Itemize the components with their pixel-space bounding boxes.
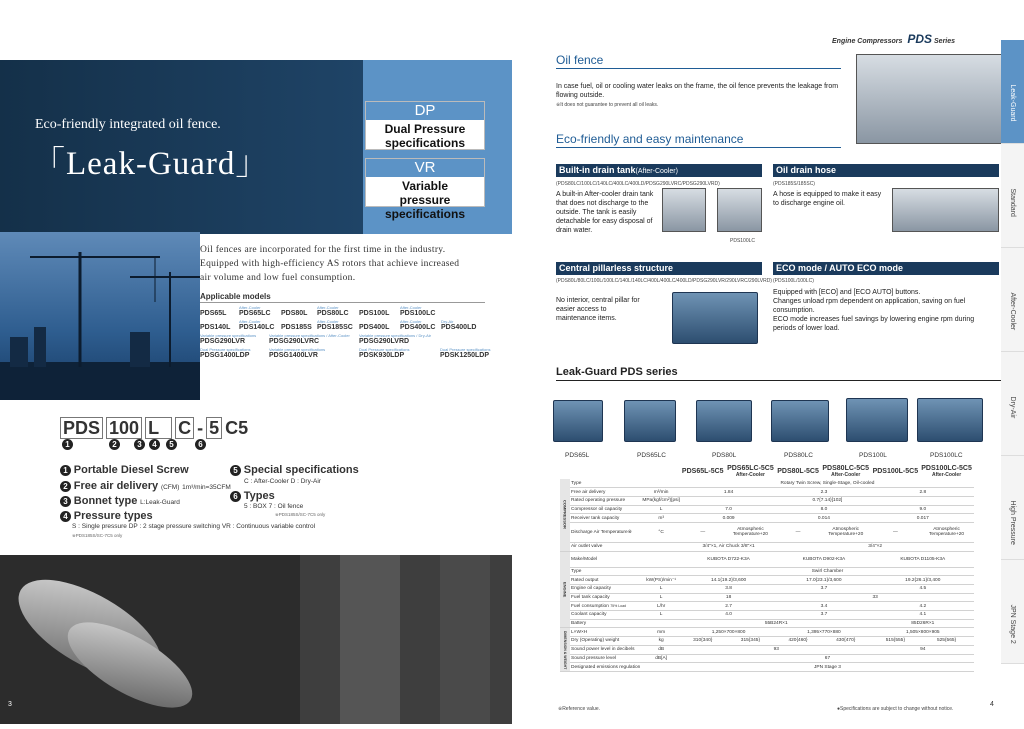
table-row: Receiver tank capacity m³ 0.009 0.014 0.017: [560, 514, 974, 523]
eco-title: Eco-friendly integrated oil fence.: [35, 117, 221, 132]
model-item: Dual Pressure specifications PDSG1400LDP: [200, 347, 251, 359]
models-row-1: [200, 305, 500, 317]
series-header: Engine Compressors PDS Series: [832, 32, 956, 46]
city-crane-photo: [0, 232, 200, 400]
legend-2: 2 Free air delivery (CFM) 1m³/min=35CFM: [60, 480, 231, 494]
table-row: Rated operating pressure MPa(kgf/cm²)[psi] 0.7{7.14}[102]: [560, 496, 974, 505]
sidebar-item-dry-air[interactable]: Dry-Air: [1001, 352, 1024, 456]
pillar-header: Central pillarless structure: [556, 262, 762, 275]
table-row: DIMENSION & WEIGHT L×W×H mm 1,250×700×800 1,395×770×880 1,505×800×905: [560, 628, 974, 637]
intro-text: Oil fences are incorporated for the first time in the industry. Equipped with high-efficiency AS rotors that achieve increased air volume and low fuel consumption.: [200, 245, 460, 283]
code-part: 100: [106, 417, 142, 439]
model-item: PDS65L: [200, 310, 227, 317]
table-row: Fuel consumption 75% Load L/hr 2.7 3.4 4.2: [560, 602, 974, 611]
model-item: Dry-Air PDS400LD: [441, 319, 477, 331]
crane-silhouette-icon: [0, 232, 200, 400]
generator-image: [696, 400, 752, 442]
code-part: PDS: [60, 417, 103, 439]
table-row: Battery 55B24R×1 85D26R×1: [560, 619, 974, 628]
table-row: Type Swirl Chamber: [560, 567, 974, 576]
legend-4-small: ※PDS185S/SC-7C5 only: [72, 533, 123, 538]
oil-hose-photo: [892, 188, 999, 232]
code-dash: -: [197, 418, 204, 438]
model-item: After-Cooler PDS100LC: [400, 305, 436, 317]
table-row: COMPRESSOR Type Rotary Twin Screw, Single-Stage, Oil-cooled: [560, 479, 974, 488]
code-num: 6: [195, 439, 206, 450]
drain-tank-header: Built-in drain tank(After-Cooler): [556, 164, 762, 177]
model-item: Variable pressure specifications PDSG290LVR: [200, 333, 257, 345]
code-part: C: [175, 417, 194, 439]
eco-mode-text: Equipped with [ECO] and [ECO AUTO] buttons. Changes unload rpm dependent on application, saving on fuel consumption. ECO mode increases fuel savings by lowering engine rpm during periods of lower load.: [773, 289, 975, 332]
table-row: Sound power level in decibels dB 93 94: [560, 645, 974, 654]
generator-label: PDS80L: [712, 452, 737, 459]
generator-image: [553, 400, 603, 442]
code-num: 2: [109, 439, 120, 450]
legend-6-note: 5 : BOX 7 : Oil fence: [244, 503, 304, 510]
model-item: After-Cooler PDS400LC: [400, 319, 436, 331]
code-num: 4: [149, 439, 160, 450]
table-row: Free air delivery m³/min 1.84 2.3 2.8: [560, 488, 974, 497]
page-number-left: 3: [8, 701, 12, 708]
oil-hose-models: (PDS185S/185SC): [773, 181, 815, 187]
legend-1: 1 Portable Diesel Screw: [60, 464, 189, 477]
table-row: Sound pressure level dB[A] 67: [560, 654, 974, 663]
section-sidebar: [1001, 40, 1024, 724]
generator-image: [624, 400, 676, 442]
table-row: Rated output kW(PS)/min⁻¹ 14.1{19.2}/3,600 17.0{23.1}/3,600 19.2{26.1}/3,400: [560, 576, 974, 585]
vr-box: [365, 158, 485, 221]
model-item: After-Cooler PDS80LC: [317, 305, 349, 317]
eco-maintenance-title: Eco-friendly and easy maintenance: [556, 132, 841, 148]
model-item: Dual Pressure specifications PDSK1250LDP: [440, 347, 491, 359]
legend-5: 5 Special specifications: [230, 464, 359, 477]
drain-tank-photo-1: [662, 188, 706, 232]
generator-image: [771, 400, 829, 442]
code-suffix: C5: [225, 418, 249, 438]
model-item: After-Cooler PDS65LC: [239, 305, 271, 317]
vr-tag: VR: [366, 159, 484, 177]
models-grid: [200, 305, 500, 359]
page-number-right: 4: [990, 701, 994, 708]
model-item: After-Cooler PDS185SC: [317, 319, 353, 331]
leak-guard-title: 「Leak-Guard」: [32, 146, 270, 182]
legend-6: 6 Types: [230, 490, 275, 503]
drain-tank-models: (PDS80LC/100LC/140LC/400LC/400LD/PDSG290LVRC/PDSG290LVRD): [556, 181, 720, 187]
sidebar-item-high-pressure[interactable]: High Pressure: [1001, 456, 1024, 560]
legend-3: 3 Bonnet type L:Leak-Guard: [60, 495, 180, 509]
models-row-2: [200, 319, 500, 331]
oil-hose-text: A hose is equipped to make it easy to discharge engine oil.: [773, 191, 882, 207]
screw-rotor-icon: [0, 555, 512, 724]
oil-fence-note: ※It does not guarantee to prevent all oil leaks.: [556, 102, 659, 108]
oil-fence-text: In case fuel, oil or cooling water leaks on the frame, the oil fence prevents the leakage from flowing outside.: [556, 83, 839, 99]
model-item: PDS80L: [281, 310, 308, 317]
dp-tag: DP: [366, 102, 484, 120]
models-row-3: [200, 333, 500, 345]
generator-image: [846, 398, 908, 442]
table-row: Fuel tank capacity L 18 33: [560, 593, 974, 602]
sidebar-item-jpn-stage-2[interactable]: JPN Stage 2: [1001, 560, 1024, 664]
col-header: PDS100L-5C5: [872, 467, 919, 475]
sidebar-item-leak-guard[interactable]: Leak-Guard: [1001, 40, 1024, 144]
oil-fence-illustration: [856, 54, 1002, 144]
code-num: 3: [134, 439, 145, 450]
series-title: Leak-Guard PDS series: [556, 366, 1002, 381]
code-num: 5: [166, 439, 177, 450]
table-row: Discharge Air Temperature※ °C — Atmospheric Temperature+20 — Atmospheric Temperature+20 — Atmospheric Temperature+20: [560, 522, 974, 542]
code-part: 5: [206, 417, 222, 439]
table-row: Dry (Operating) weight kg 310{340} 315{345} 420{460} 430{470} 515{555} 525{565}: [560, 637, 974, 646]
col-header: PDS65LC-5C5 After-Cooler: [727, 464, 774, 478]
eco-mode-header: ECO mode / AUTO ECO mode: [773, 262, 999, 275]
generator-label: PDS80LC: [784, 452, 813, 459]
table-row: ENGINE Make/Model KUBOTA D722-K3A KUBOTA D902-K3A KUBOTA D1105-K3A: [560, 551, 974, 567]
model-item: Dual Pressure specifications PDSK930LDP: [359, 347, 410, 359]
generator-label: PDS65LC: [637, 452, 666, 459]
pillar-photo: [672, 292, 758, 344]
code-num: 1: [62, 439, 73, 450]
model-item: Variable pressure specifications / After-Cooler PDSG290LVRC: [269, 333, 350, 345]
drain-caption: PDS100LC: [730, 238, 756, 244]
col-header: PDS80LC-5C5 After-Cooler: [822, 464, 870, 478]
dp-text: Dual Pressure specifications: [384, 122, 466, 150]
model-item: PDS185S: [281, 324, 312, 331]
code-part: L: [145, 417, 172, 439]
spec-table: [560, 463, 974, 723]
legend-6-small: ※PDS185S/SC-7C5 only: [275, 512, 326, 517]
model-item: PDS100L: [359, 310, 390, 317]
table-row: Designated emissions regulation JPN Stage 3: [560, 663, 974, 672]
col-header: PDS100LC-5C5 After-Cooler: [921, 464, 972, 478]
footer-right: ●Specifications are subject to change without notice.: [837, 706, 954, 712]
table-row: Coolant capacity L 4.0 3.7 4.1: [560, 611, 974, 620]
model-item: Variable pressure specifications / Dry-Air PDSG290LVRD: [359, 333, 431, 345]
oil-fence-title: Oil fence: [556, 53, 841, 69]
model-item: Variable pressure specifications PDSG1400LVR: [269, 347, 326, 359]
col-header: PDS65L-5C5: [681, 467, 724, 475]
generator-image: [917, 398, 983, 442]
table-row: Compressor oil capacity L 7.0 8.0 9.0: [560, 505, 974, 514]
rotor-worker-photo: [0, 555, 512, 724]
drain-tank-photo-2: [717, 188, 762, 232]
drain-tank-text: A built-in After-cooler drain tank that does not discharge to the outside. The tank is easily detachable for easy disposal of drain water.: [556, 191, 654, 234]
applicable-models-heading: Applicable models: [200, 292, 485, 303]
legend-5-note: C : After-Cooler D : Dry-Air: [244, 478, 321, 485]
eco-mode-models: (PDS100L/100LC): [773, 278, 814, 284]
generator-label: PDS65L: [565, 452, 590, 459]
footer-note: ※Reference value.: [558, 706, 600, 712]
oil-hose-header: Oil drain hose: [773, 164, 999, 177]
models-row-4: [200, 347, 500, 359]
generator-label: PDS100L: [859, 452, 887, 459]
legend-4-note: S : Single pressure DP : 2 stage pressure switching VR : Continuous variable control: [72, 523, 316, 530]
sidebar-item-standard[interactable]: Standard: [1001, 144, 1024, 248]
generator-label: PDS100LC: [930, 452, 963, 459]
table-row: Air outlet valve 3/4"×1, Air Chuck 3/8"×1 3/4"×2: [560, 542, 974, 551]
sidebar-item-after-cooler[interactable]: After-Cooler: [1001, 248, 1024, 352]
model-item: After-Cooler PDS140LC: [239, 319, 275, 331]
pillar-text: No interior, central pillar for easier access to maintenance items.: [556, 297, 640, 322]
table-row: Engine oil capacity L 3.8 3.7 4.5: [560, 585, 974, 594]
dp-box: [365, 101, 485, 150]
model-item: PDS140L: [200, 324, 231, 331]
col-header: PDS80L-5C5: [777, 467, 819, 475]
pillar-models: (PDS80L/80LC/100L/100LC/140L/140LC/400L/400LC/400LD/PDSG290LVR/290LVRC/290LVRD): [556, 278, 772, 284]
vr-text: Variable pressure specifications: [384, 179, 466, 221]
model-code: [60, 418, 248, 439]
legend-4: 4 Pressure types: [60, 510, 153, 523]
pds-logo: PDS: [907, 32, 933, 46]
left-page: [0, 0, 512, 724]
model-item: PDS400L: [359, 324, 390, 331]
